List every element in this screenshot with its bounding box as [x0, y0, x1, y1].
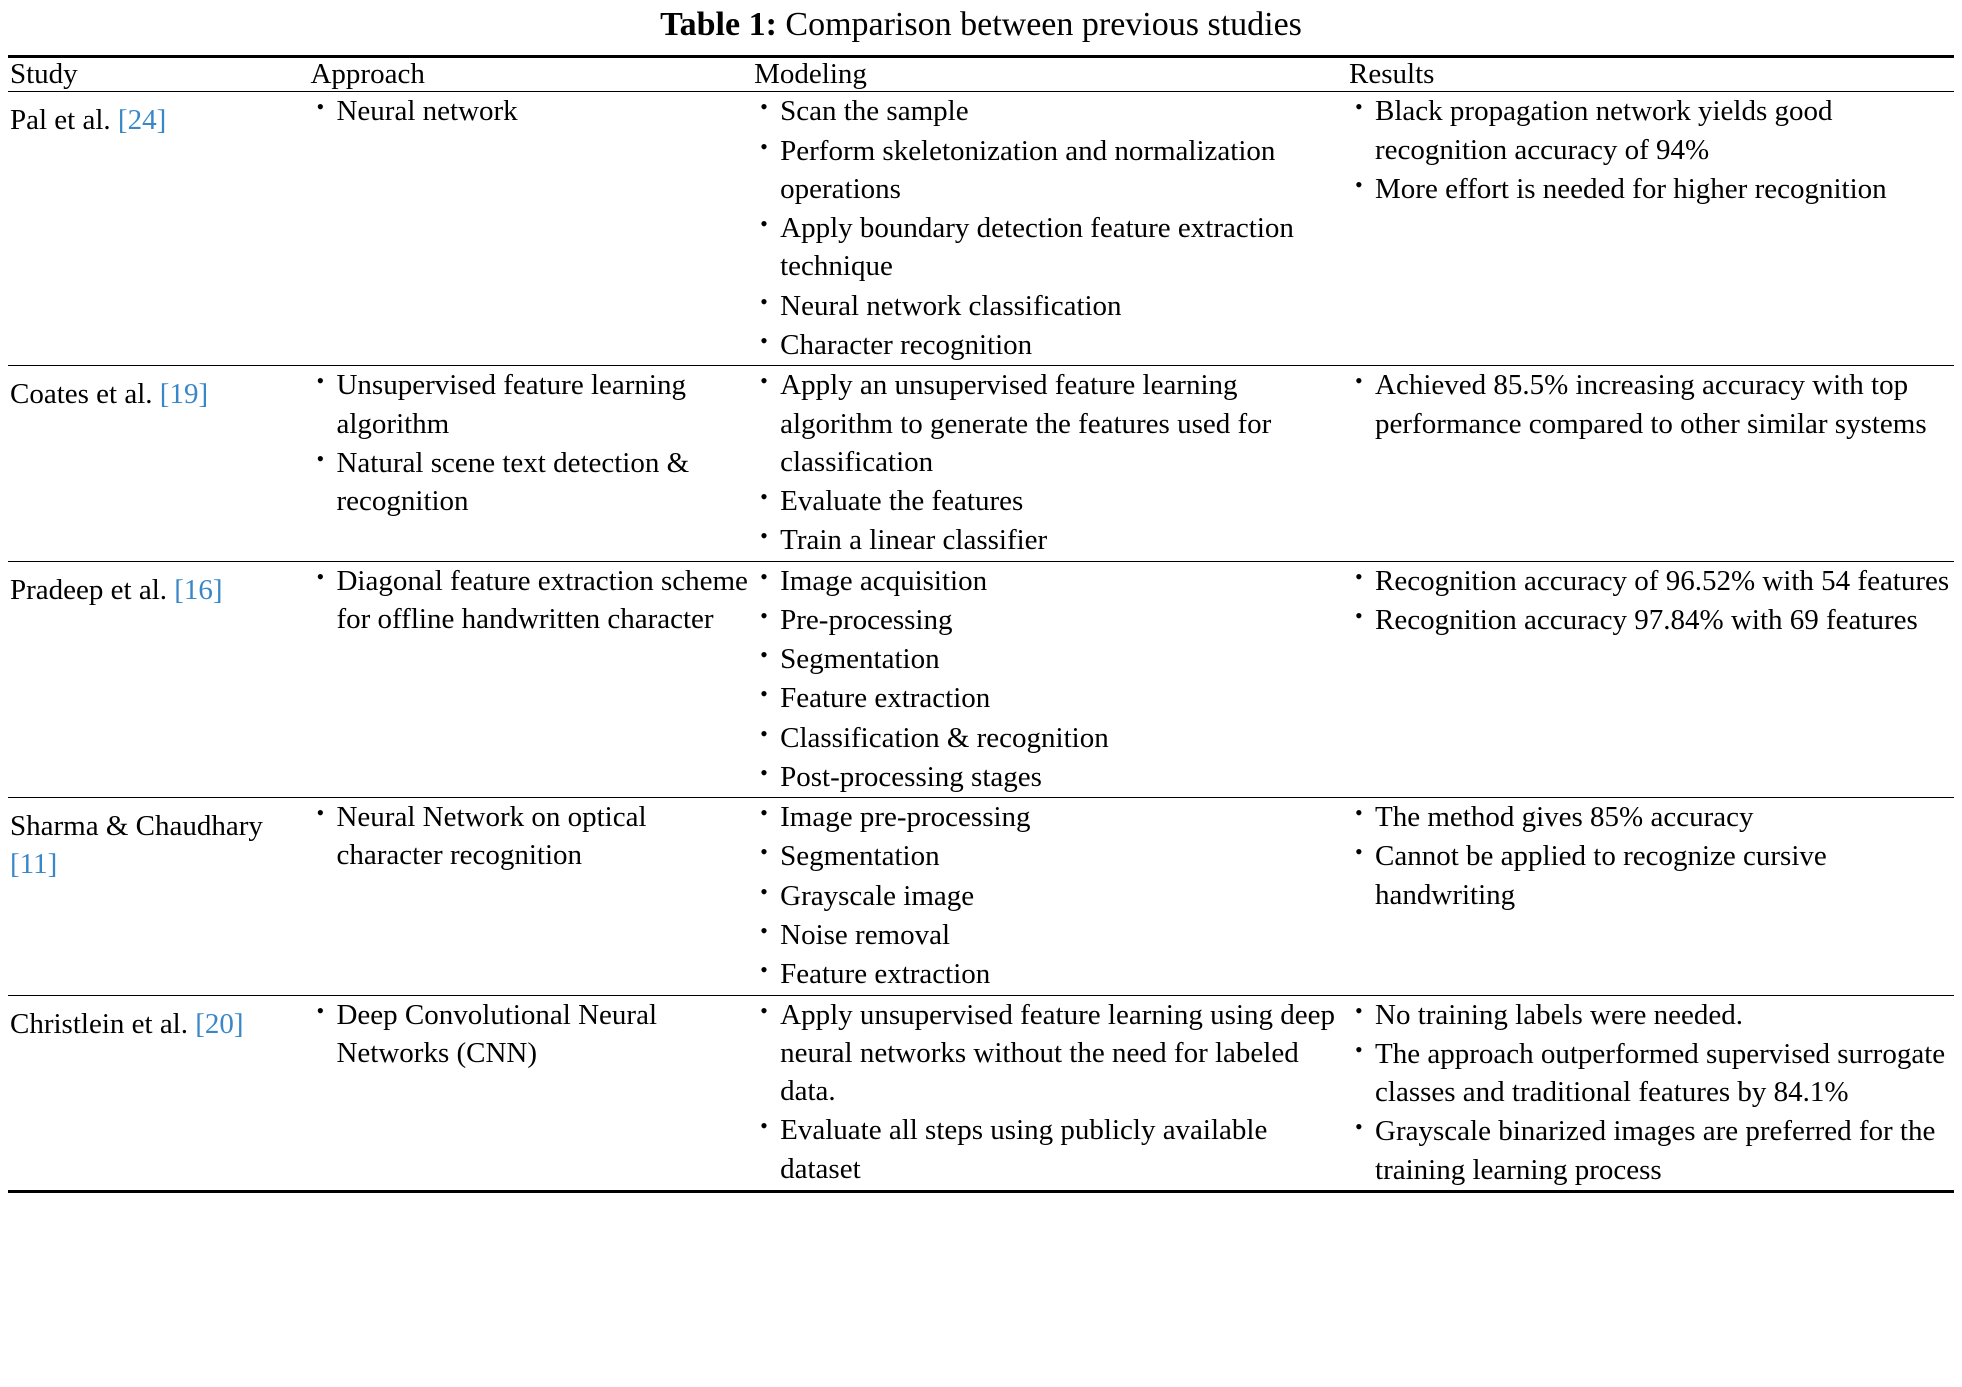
list-item: • Achieved 85.5% increasing accuracy with top performance compared to other similar systems	[1349, 366, 1954, 443]
cell-approach	[310, 798, 754, 995]
cell-results	[1349, 995, 1954, 1191]
cell-modeling	[754, 995, 1349, 1191]
cell-modeling	[754, 92, 1349, 366]
cell-study	[8, 798, 310, 995]
cell-modeling	[754, 798, 1349, 995]
study-name	[10, 562, 310, 610]
study-name-text: Sharma & Chaudhary	[10, 810, 263, 843]
list-item: • Post-processing stages	[754, 758, 1349, 796]
list-item: • The approach outperformed supervised surrogate classes and traditional features by 84.1%	[1349, 1035, 1954, 1112]
cell-approach	[310, 995, 754, 1191]
cell-approach-list	[310, 562, 754, 639]
cell-modeling-list	[754, 562, 1349, 797]
cell-modeling	[754, 366, 1349, 561]
list-item: • Feature extraction	[754, 955, 1349, 993]
rule-cell	[8, 1191, 310, 1201]
citation-link[interactable]: [24]	[117, 104, 167, 137]
rule-cell	[754, 1191, 1349, 1201]
table-caption-text: Comparison between previous studies	[785, 6, 1302, 43]
list-item: • Recognition accuracy of 96.52% with 54 features	[1349, 562, 1954, 600]
cell-study	[8, 92, 310, 366]
rule-cell	[1349, 1191, 1954, 1201]
cell-results-list	[1349, 996, 1954, 1189]
cell-results-list	[1349, 562, 1954, 640]
cell-approach	[310, 92, 754, 366]
table-row	[8, 798, 1954, 995]
study-name	[10, 798, 310, 883]
list-item: • Segmentation	[754, 640, 1349, 678]
table-caption	[8, 0, 1954, 55]
citation-link[interactable]: [20]	[195, 1007, 244, 1040]
cell-approach	[310, 366, 754, 561]
column-header-modeling: Modeling	[754, 57, 1349, 92]
list-item: • Scan the sample	[754, 92, 1349, 130]
cell-study	[8, 995, 310, 1191]
list-item: • Neural network classification	[754, 287, 1349, 325]
list-item: • Deep Convolutional Neural Networks (CNN)	[310, 996, 754, 1073]
table-row	[8, 995, 1954, 1191]
study-name	[10, 92, 310, 140]
list-item: • Grayscale binarized images are preferred for the training learning process	[1349, 1112, 1954, 1189]
cell-modeling-list	[754, 366, 1349, 559]
cell-results	[1349, 92, 1954, 366]
cell-results	[1349, 366, 1954, 561]
cell-study	[8, 366, 310, 561]
cell-results	[1349, 561, 1954, 798]
cell-modeling	[754, 561, 1349, 798]
list-item: • Feature extraction	[754, 679, 1349, 717]
table-row	[8, 561, 1954, 798]
list-item: • Neural Network on optical character recognition	[310, 798, 754, 875]
citation-link[interactable]: [19]	[159, 378, 209, 411]
table-bottom-rule	[8, 1191, 1954, 1201]
list-item: • Recognition accuracy 97.84% with 69 features	[1349, 601, 1954, 639]
comparison-table	[8, 55, 1954, 1200]
cell-results-list	[1349, 798, 1954, 914]
table-row	[8, 92, 1954, 366]
list-item: • Noise removal	[754, 916, 1349, 954]
study-name-text: Pal et al.	[10, 104, 111, 137]
list-item: • Image pre-processing	[754, 798, 1349, 836]
study-name-text: Coates et al.	[10, 378, 153, 411]
table-body	[8, 92, 1954, 1201]
cell-approach-list	[310, 996, 754, 1073]
list-item: • Apply an unsupervised feature learning algorithm to generate the features used for classification	[754, 366, 1349, 481]
list-item: • More effort is needed for higher recognition	[1349, 170, 1954, 208]
list-item: • Apply unsupervised feature learning using deep neural networks without the need for labeled data.	[754, 996, 1349, 1111]
cell-results	[1349, 798, 1954, 995]
rule-cell	[310, 1191, 754, 1201]
list-item: • Image acquisition	[754, 562, 1349, 600]
list-item: • Apply boundary detection feature extraction technique	[754, 209, 1349, 286]
list-item: • Unsupervised feature learning algorithm	[310, 366, 754, 443]
cell-modeling-list	[754, 798, 1349, 993]
cell-modeling-list	[754, 996, 1349, 1188]
list-item: • Perform skeletonization and normalization operations	[754, 132, 1349, 209]
table-header-row	[8, 57, 1954, 92]
list-item: • Classification & recognition	[754, 719, 1349, 757]
column-header-results: Results	[1349, 57, 1954, 92]
citation-link[interactable]: [16]	[174, 573, 223, 606]
list-item: • Grayscale image	[754, 877, 1349, 915]
list-item: • Evaluate all steps using publicly available dataset	[754, 1111, 1349, 1188]
list-item: • Pre-processing	[754, 601, 1349, 639]
list-item: • Black propagation network yields good recognition accuracy of 94%	[1349, 92, 1954, 169]
study-name-text: Christlein et al.	[10, 1007, 188, 1040]
study-name	[10, 996, 310, 1044]
list-item: • Diagonal feature extraction scheme for offline handwritten character	[310, 562, 754, 639]
column-header-approach: Approach	[310, 57, 754, 92]
study-name	[10, 366, 310, 414]
cell-results-list	[1349, 92, 1954, 208]
cell-modeling-list	[754, 92, 1349, 364]
study-name-text: Pradeep et al.	[10, 573, 168, 606]
list-item: • Train a linear classifier	[754, 521, 1349, 559]
cell-approach-list	[310, 798, 754, 875]
cell-approach-list	[310, 92, 754, 130]
cell-study	[8, 561, 310, 798]
cell-results-list	[1349, 366, 1954, 443]
list-item: • Neural network	[310, 92, 754, 130]
list-item: • No training labels were needed.	[1349, 996, 1954, 1034]
column-header-study: Study	[8, 57, 310, 92]
list-item: • Cannot be applied to recognize cursive handwriting	[1349, 837, 1954, 914]
list-item: • Segmentation	[754, 837, 1349, 875]
cell-approach	[310, 561, 754, 798]
list-item: • Evaluate the features	[754, 482, 1349, 520]
citation-link[interactable]: [11]	[10, 847, 58, 880]
table-row	[8, 366, 1954, 561]
table-caption-label: Table 1:	[660, 6, 777, 43]
list-item: • Character recognition	[754, 326, 1349, 364]
list-item: • Natural scene text detection & recognition	[310, 444, 754, 521]
cell-approach-list	[310, 366, 754, 520]
list-item: • The method gives 85% accuracy	[1349, 798, 1954, 836]
